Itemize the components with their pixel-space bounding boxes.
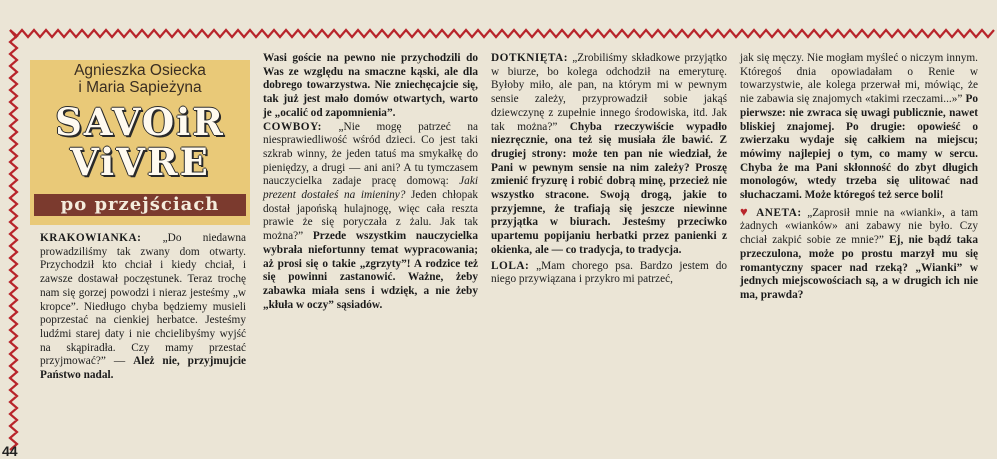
text-column-3 <box>491 52 727 287</box>
speaker-name: ANETA: <box>756 206 802 219</box>
letter-text: „Zaprosił mnie na «wianki», a tam żadnych «wianków» ani zabawy nie było. Czy chciał zakpić sobie ze mnie?” <box>740 206 979 247</box>
letter-krakowianka <box>40 232 246 383</box>
column-subtitle: po przejściach <box>34 194 246 216</box>
author-line-2: i Maria Sapieżyna <box>78 79 202 96</box>
letter-aneta <box>740 205 978 303</box>
speaker-name: COWBOY: <box>263 120 322 133</box>
heart-icon: ♥ <box>740 203 751 219</box>
letter-dotknieta <box>491 52 727 258</box>
letter-italic: Jaki prezent dostałeś na imieniny? <box>263 175 478 202</box>
letter-lola <box>491 260 727 287</box>
answer-text: Ależ nie, przyjmujcie Państwo nadal. <box>40 355 247 382</box>
letter-lola-continued <box>740 52 978 203</box>
letter-cowboy <box>263 121 478 313</box>
letter-text-2: Jeden chłopak dostał japońską hulajnogę, więc cała reszta prawie że się poryczała z żalu. Jak tak można?” <box>263 189 478 243</box>
answer-text: Po pierwsze: nie zwraca się uwagi publicznie, nawet bliskiej znajomej. Po drugie: opowieść o zwierzaku wydaje się całkiem na miejscu; mówimy najlepiej o tym, co mamy w sercu. Chyba że ma Pani skłonność do zbyt długich monologów, wtedy trzeba się ulitować nad słuchaczami. Może któregoś też serce boli! <box>740 93 978 202</box>
text-column-2 <box>263 52 478 312</box>
column-title <box>30 102 250 182</box>
authors <box>30 62 250 96</box>
answer-text: Ej, nie bądź taka przeczulona, może po prostu marzył mu się romantyczny spacer nad rzeką? „Wianki” w jednych miejscowościach są, a w drugich ich nie ma, prawda? <box>740 234 978 301</box>
speaker-name: LOLA: <box>491 259 530 272</box>
page-number: 44 <box>2 443 18 459</box>
text-column-1 <box>40 232 246 383</box>
answer-text: Chyba rzeczywiście wypadło niezręcznie, ona też się musiała źle bawić. Z drugiej strony: może ten pan nie wiedział, że Pani w pewnym sensie na nim zależy? Proszę zmienić fryzurę i robić dobrą minę, przecież nie wszystko stracone. Swoją drogą, jakie to przyjemne, że trafiają się jeszcze niewinne przyjątka w biurach. Jesteśmy przeciwko upartemu popijaniu herbatki przez panienki z okienka, ale — co tradycja, to tradycja. <box>491 120 727 256</box>
title-line-2: ViVRE <box>70 140 210 184</box>
speaker-name: KRAKOWIANKA: <box>40 232 142 244</box>
letter-text: „Nie mogę patrzeć na niesprawiedliwość wśród dzieci. Co jest taki szkrab winny, że jeden tatuś ma smykałkę do pieniędzy, a drugi — ani ani? A tu tymczasem nauczycielka zadaje pracę domową: <box>263 120 478 188</box>
letter-text: „Mam chorego psa. Bardzo jestem do niego przywiązana i przykro mi patrzeć, <box>491 259 727 286</box>
answer-text: Wasi goście na pewno nie przychodzili do Was ze względu na smaczne kąski, ale dla dobrego towarzystwa. Nie zniechęcajcie się, tak już jest mało domów otwartych, warto je „ocalić od zapomnienia”. <box>263 52 478 119</box>
answer-text: Przede wszystkim nauczycielka wybrała niefortunny temat wypracowania; aż prosi się o takie „zgrzyty”! A rodzice też się powinni zastanowić. Ważne, żeby zabawka miała sens i wdzięk, a nie żeby „kłuła w oczy” sąsiadów. <box>263 230 478 311</box>
author-line-1: Agnieszka Osiecka <box>74 62 206 79</box>
speaker-name: DOTKNIĘTA: <box>491 52 568 64</box>
text-column-4 <box>740 52 978 303</box>
letter-text: jak się męczy. Nie mogłam myśleć o niczym innym. Któregoś dnia opowiadałam o Renie w towarzystwie, ale kolega przerwał mi, mówiąc, że nie zabawia się znajomych «takimi rzeczami...»” <box>740 52 978 106</box>
title-line-1: SAVOiR <box>55 100 225 144</box>
letter-text: „Do niedawna prowadziliśmy tak zwany dom otwarty. Przychodził kto chciał i kiedy chciał, i zawsze dostawał poczęstunek. Teraz trochę nam się gorzej powodzi i nieraz jesteśmy „w kropce”. Niedługo chyba będziemy musieli poprzestać na cienkiej herbatce. Jesteśmy ludźmi starej daty i nie chcielibyśmy wyjść na skąpiradła. Czy mamy przestać przyjmować?” — <box>40 232 246 368</box>
letter-text: „Zrobiliśmy składkowe przyjątko w biurze, bo kolega odchodził na emeryturę. Byłoby miło, ale pan, na którym mi w pewnym sensie zależy, przyprowadził sobie jakąś dziewczynę z zupełnie innego środowiska, itd. Jak tak można?” <box>491 52 727 133</box>
answer-continuation <box>263 52 478 121</box>
